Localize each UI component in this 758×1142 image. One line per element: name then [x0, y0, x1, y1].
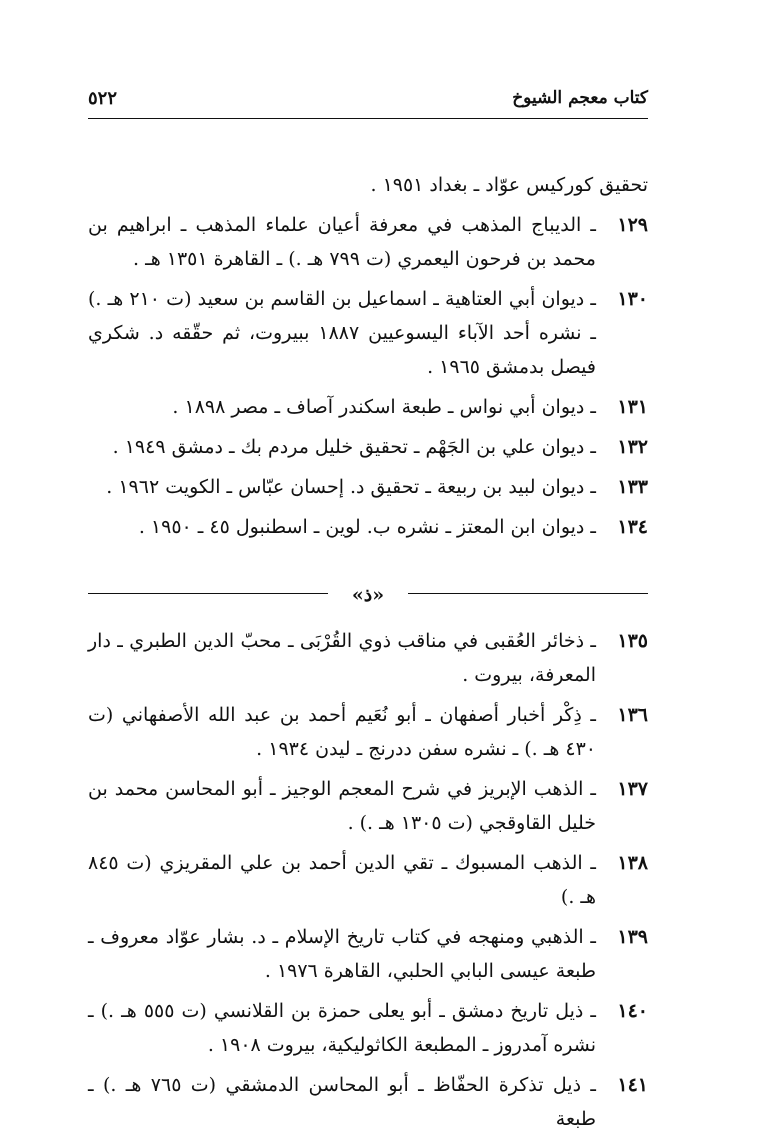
entry-number: ١٢٩: [617, 214, 648, 236]
bibliography-entry: [88, 208, 648, 276]
bibliography-entry: [88, 282, 648, 384]
entry-text: ـ ذِكْر أخبار أصفهان ـ أبو نُعَيم أحمد بن عبد الله الأصفهاني (ت ٤٣٠ هـ .) ـ نشره سفن ددرنج ـ ليدن ١٩٣٤ .: [88, 704, 596, 760]
running-title: كتاب معجم الشيوخ: [512, 88, 648, 108]
bibliography-entry: [88, 390, 648, 424]
entry-number: ١٤٠: [617, 1000, 648, 1022]
bibliography-entry: [88, 698, 648, 766]
entry-number: ١٣٨: [617, 852, 648, 874]
entry-number: ١٣٣: [617, 476, 648, 498]
entry-text: ـ ديوان ابن المعتز ـ نشره ب. لوين ـ اسطنبول ٤٥ ـ ١٩٥٠ .: [138, 516, 596, 538]
entry-number: ١٣٧: [617, 778, 648, 800]
bibliography-entry: [88, 470, 648, 504]
bibliography-entry: [88, 510, 648, 544]
entry-text: ـ الذهبي ومنهجه في كتاب تاريخ الإسلام ـ د. بشار عوّاد معروف ـ طبعة عيسى البابي الحلبي، القاهرة ١٩٧٦ .: [88, 926, 596, 982]
entry-number: ١٣٤: [617, 516, 648, 538]
bibliography-entry: [88, 994, 648, 1062]
entry-number: ١٣٥: [617, 630, 648, 652]
entry-text: ـ الذهب الإبريز في شرح المعجم الوجيز ـ أبو المحاسن محمد بن خليل القاوقجي (ت ١٣٠٥ هـ .) .: [88, 778, 596, 834]
bibliography-entry: [88, 920, 648, 988]
entry-number: ١٣٦: [617, 704, 648, 726]
entry-number: ١٣١: [617, 396, 648, 418]
bibliography-entry: [88, 430, 648, 464]
bibliography-entry: [88, 772, 648, 840]
bibliography-entry: [88, 846, 648, 914]
entry-number: ١٤١: [617, 1074, 648, 1096]
entry-text: ـ الديباج المذهب في معرفة أعيان علماء المذهب ـ ابراهيم بن محمد بن فرحون اليعمري (ت ٧٩٩ هـ .) ـ القاهرة ١٣٥١ هـ .: [88, 214, 596, 270]
section-letter: «ذ»: [351, 584, 385, 606]
entry-number: ١٣٢: [617, 436, 648, 458]
entry-text: ـ ديوان علي بن الجَهْم ـ تحقيق خليل مردم بك ـ دمشق ١٩٤٩ .: [112, 436, 596, 458]
page-content: [88, 168, 648, 1142]
entry-number: ١٣٩: [617, 926, 648, 948]
entry-text: ـ ديوان لبيد بن ربيعة ـ تحقيق د. إحسان عبّاس ـ الكويت ١٩٦٢ .: [106, 476, 596, 498]
page-number: ٥٢٢: [88, 88, 118, 109]
entry-text: ـ ذخائر العُقبى في مناقب ذوي القُرْبَى ـ محبّ الدين الطبري ـ دار المعرفة، بيروت .: [88, 630, 596, 686]
bibliography-entry: [88, 1068, 648, 1136]
page-header: [88, 86, 648, 119]
continuation-line: تحقيق كوركيس عوّاد ـ بغداد ١٩٥١ .: [370, 174, 648, 196]
entry-text: ـ الذهب المسبوك ـ تقي الدين أحمد بن علي المقريزي (ت ٨٤٥ هـ .): [88, 852, 596, 908]
divider-line-left: [88, 593, 328, 594]
entry-text: ـ ديوان أبي نواس ـ طبعة اسكندر آصاف ـ مصر ١٨٩٨ .: [172, 396, 596, 418]
section-divider: [88, 578, 648, 608]
entry-number: ١٣٠: [617, 288, 648, 310]
entry-text: ـ ذيل تاريخ دمشق ـ أبو يعلى حمزة بن القلانسي (ت ٥٥٥ هـ .) ـ نشره آمدروز ـ المطبعة الكاثوليكية، بيروت ١٩٠٨ .: [88, 1000, 597, 1056]
entry-text: ـ ديوان أبي العتاهية ـ اسماعيل بن القاسم بن سعيد (ت ٢١٠ هـ .) ـ نشره أحد الآباء اليسوعيين ١٨٨٧ ببيروت، ثم حقّقه د. شكري فيصل بدمشق ١٩٦٥ .: [88, 288, 596, 378]
entry-text: ـ ذيل تذكرة الحفّاظ ـ أبو المحاسن الدمشقي (ت ٧٦٥ هـ .) ـ طبعة: [88, 1074, 596, 1130]
bibliography-entry: [88, 624, 648, 692]
